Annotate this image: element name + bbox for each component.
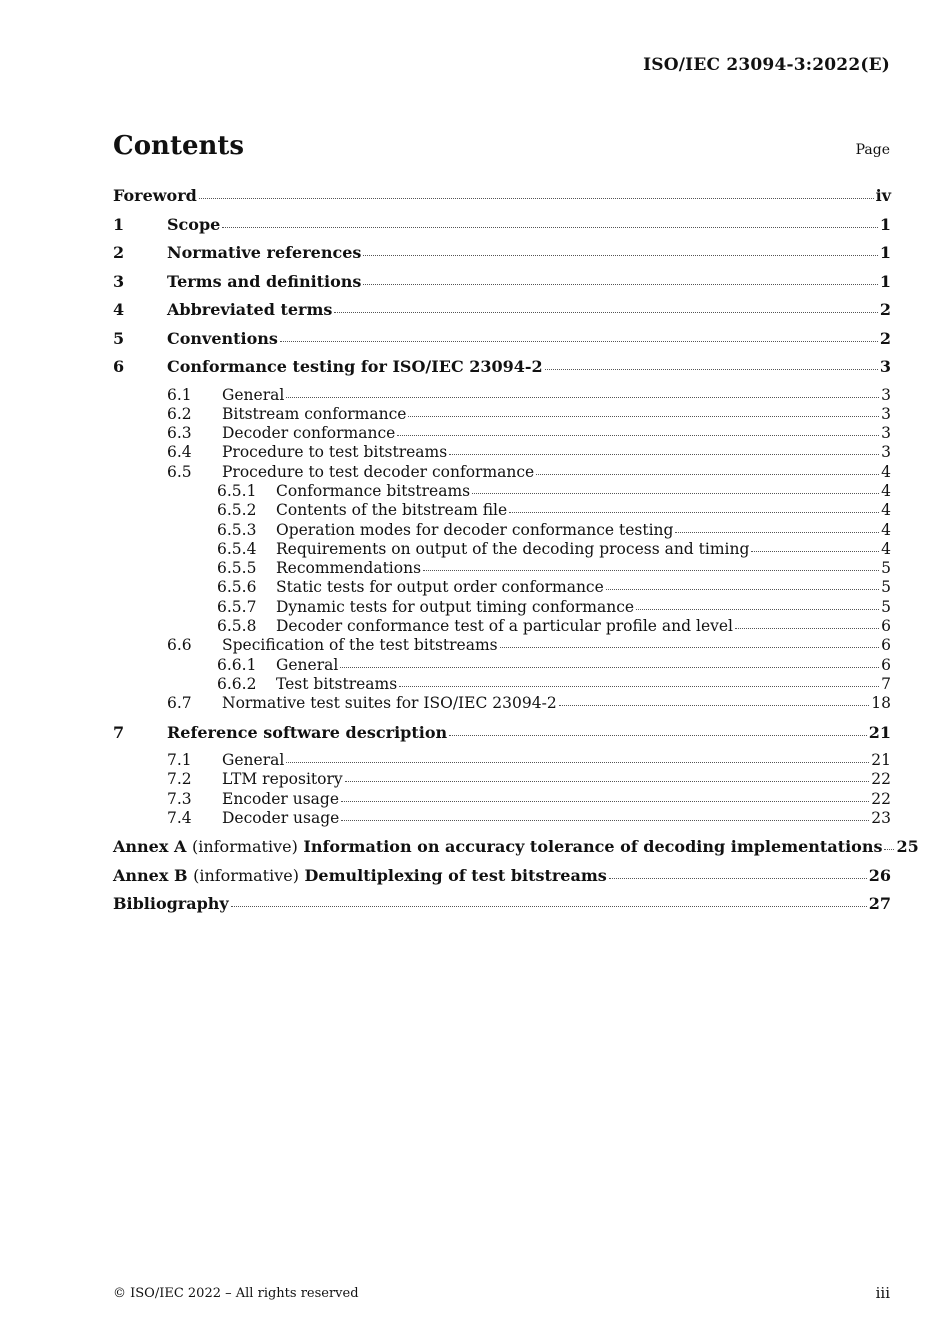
toc-entry-number: 6.5.6 bbox=[217, 578, 257, 597]
toc-entry-number: 6 bbox=[113, 357, 125, 376]
toc-entry[interactable] bbox=[113, 809, 891, 828]
toc-entry-number: 1 bbox=[113, 214, 125, 234]
copyright-notice: © ISO/IEC 2022 – All rights reserved bbox=[113, 1286, 359, 1301]
toc-entry-title: Scope bbox=[167, 214, 221, 234]
toc-entry-title: Static tests for output order conformance bbox=[276, 578, 604, 597]
toc-entry[interactable] bbox=[113, 243, 891, 272]
toc-entry-title: Procedure to test decoder conformance bbox=[222, 462, 535, 481]
toc-entry-title: Decoder conformance test of a particular profile and level bbox=[276, 617, 734, 636]
dot-leader bbox=[222, 227, 878, 228]
toc-entry-title: Encoder usage bbox=[222, 789, 340, 808]
toc-entry-title: Decoder conformance bbox=[222, 424, 396, 443]
toc-entry-number: 7.1 bbox=[167, 751, 192, 770]
toc-entry-number: 6.6 bbox=[167, 636, 192, 655]
toc-entry-page: 3 bbox=[881, 443, 891, 462]
toc-entry[interactable] bbox=[113, 329, 891, 358]
toc-entry[interactable] bbox=[113, 770, 891, 789]
toc-entry-title: Requirements on output of the decoding process and timing bbox=[276, 539, 750, 558]
dot-leader bbox=[545, 369, 878, 370]
toc-entry-page: 22 bbox=[871, 789, 891, 808]
page-number: iii bbox=[875, 1284, 890, 1302]
toc-entry-page: 2 bbox=[879, 328, 891, 348]
dot-leader bbox=[449, 454, 879, 455]
toc-entry-number: 5 bbox=[113, 328, 125, 348]
toc-entry[interactable] bbox=[113, 186, 891, 215]
dot-leader bbox=[408, 416, 879, 417]
toc-entry[interactable] bbox=[113, 837, 919, 866]
table-of-contents bbox=[113, 186, 919, 923]
toc-entry-page: 6 bbox=[881, 636, 891, 655]
toc-entry[interactable] bbox=[113, 386, 891, 405]
dot-leader bbox=[559, 705, 870, 706]
toc-entry-title: LTM repository bbox=[222, 770, 343, 789]
toc-entry-number: 4 bbox=[113, 300, 125, 319]
toc-entry-page: 6 bbox=[881, 655, 891, 674]
dot-leader bbox=[363, 284, 877, 285]
toc-entry[interactable] bbox=[113, 751, 891, 770]
toc-entry[interactable] bbox=[113, 540, 891, 559]
toc-entry-page: 1 bbox=[879, 214, 891, 234]
toc-entry[interactable] bbox=[113, 215, 891, 244]
toc-entry-number: 6.5 bbox=[167, 462, 192, 481]
dot-leader bbox=[423, 570, 879, 571]
toc-entry-page: 3 bbox=[879, 357, 891, 376]
toc-entry-page: 3 bbox=[881, 404, 891, 423]
toc-entry[interactable] bbox=[113, 482, 891, 501]
annex-title: Information on accuracy tolerance of decoding implementations bbox=[303, 837, 883, 857]
toc-entry-page: 3 bbox=[881, 385, 891, 404]
toc-entry[interactable] bbox=[113, 694, 891, 713]
page-column-label: Page bbox=[855, 142, 890, 158]
toc-entry[interactable] bbox=[113, 617, 891, 636]
annex-label: Annex B bbox=[113, 865, 188, 885]
dot-leader bbox=[286, 762, 869, 763]
toc-entry-page: 18 bbox=[871, 694, 891, 713]
toc-entry[interactable] bbox=[113, 405, 891, 424]
toc-entry[interactable] bbox=[113, 272, 891, 301]
dot-leader bbox=[472, 493, 879, 494]
document-id: ISO/IEC 23094-3:2022(E) bbox=[643, 55, 890, 75]
toc-entry[interactable] bbox=[113, 723, 891, 752]
toc-entry-title: Abbreviated terms bbox=[167, 300, 333, 319]
toc-entry-number: 6.6.1 bbox=[217, 655, 257, 674]
toc-entry-page: 4 bbox=[881, 501, 891, 520]
toc-entry[interactable] bbox=[113, 521, 891, 540]
toc-entry-title: Operation modes for decoder conformance testing bbox=[276, 520, 674, 539]
toc-entry-title: Conformance bitstreams bbox=[276, 481, 471, 500]
toc-entry-title: Decoder usage bbox=[222, 808, 340, 827]
toc-entry-number: 6.5.4 bbox=[217, 539, 257, 558]
toc-entry[interactable] bbox=[113, 636, 891, 655]
toc-entry-page: 1 bbox=[879, 243, 891, 262]
toc-entry-title: Specification of the test bitstreams bbox=[222, 636, 498, 655]
toc-entry-page: 7 bbox=[881, 674, 891, 693]
toc-entry-number: 6.5.8 bbox=[217, 617, 257, 636]
toc-entry-number: 6.5.5 bbox=[217, 559, 257, 578]
toc-entry-page: 4 bbox=[881, 520, 891, 539]
toc-entry-title: General bbox=[222, 751, 285, 770]
toc-entry-page: iv bbox=[875, 186, 891, 205]
toc-entry-number: 6.2 bbox=[167, 404, 192, 423]
toc-entry-title: General bbox=[276, 655, 339, 674]
dot-leader bbox=[199, 198, 874, 199]
toc-entry-page: 4 bbox=[881, 481, 891, 500]
toc-entry-number: 6.5.2 bbox=[217, 501, 257, 520]
toc-entry-title bbox=[113, 866, 607, 886]
dot-leader bbox=[751, 551, 879, 552]
toc-entry-title: Conventions bbox=[167, 328, 278, 348]
toc-entry-title: Procedure to test bitstreams bbox=[222, 443, 448, 462]
dot-leader bbox=[609, 878, 867, 879]
dot-leader bbox=[334, 312, 877, 313]
toc-entry-title bbox=[113, 837, 882, 857]
dot-leader bbox=[340, 667, 879, 668]
dot-leader bbox=[500, 647, 880, 648]
annex-type: (informative) bbox=[193, 865, 299, 885]
toc-entry-title: Recommendations bbox=[276, 559, 422, 578]
toc-entry[interactable] bbox=[113, 578, 891, 597]
toc-entry-number: 6.6.2 bbox=[217, 674, 257, 693]
toc-entry-number: 6.5.1 bbox=[217, 481, 257, 500]
dot-leader bbox=[397, 435, 879, 436]
toc-entry-title: Reference software description bbox=[167, 722, 448, 742]
toc-entry-page: 4 bbox=[881, 462, 891, 481]
toc-entry[interactable] bbox=[113, 894, 891, 923]
toc-entry[interactable] bbox=[113, 443, 891, 462]
toc-entry-page: 5 bbox=[881, 578, 891, 597]
dot-leader bbox=[231, 906, 867, 907]
toc-entry[interactable] bbox=[113, 357, 891, 386]
toc-entry-title: Conformance testing for ISO/IEC 23094-2 bbox=[167, 357, 543, 376]
dot-leader bbox=[399, 686, 879, 687]
toc-entry-page: 5 bbox=[881, 559, 891, 578]
dot-leader bbox=[363, 255, 877, 256]
contents-title: Contents bbox=[113, 131, 245, 161]
annex-type: (informative) bbox=[191, 837, 298, 857]
dot-leader bbox=[884, 849, 894, 850]
toc-entry-page: 21 bbox=[868, 722, 891, 742]
toc-entry[interactable] bbox=[113, 790, 891, 809]
dot-leader bbox=[675, 532, 879, 533]
toc-entry-number: 6.7 bbox=[167, 694, 192, 713]
toc-entry-number: 2 bbox=[113, 243, 125, 262]
dot-leader bbox=[606, 589, 879, 590]
toc-entry[interactable] bbox=[113, 866, 891, 895]
toc-entry[interactable] bbox=[113, 424, 891, 443]
toc-entry-number: 7.4 bbox=[167, 808, 192, 827]
toc-entry[interactable] bbox=[113, 501, 891, 520]
toc-entry-title: Normative references bbox=[167, 243, 362, 262]
toc-entry-title: General bbox=[222, 385, 285, 404]
toc-entry-title: Test bitstreams bbox=[276, 674, 398, 693]
toc-entry[interactable] bbox=[113, 656, 891, 675]
toc-entry-number: 6.4 bbox=[167, 443, 192, 462]
toc-entry-title: Bibliography bbox=[113, 894, 229, 914]
dot-leader bbox=[341, 820, 869, 821]
dot-leader bbox=[636, 609, 879, 610]
dot-leader bbox=[286, 397, 879, 398]
toc-entry-title: Contents of the bitstream file bbox=[276, 501, 508, 520]
toc-entry-page: 6 bbox=[881, 617, 891, 636]
toc-entry-page: 3 bbox=[881, 424, 891, 443]
toc-entry-number: 6.5.3 bbox=[217, 520, 257, 539]
toc-entry[interactable] bbox=[113, 300, 891, 329]
toc-entry[interactable] bbox=[113, 598, 891, 617]
toc-entry-number: 7.3 bbox=[167, 789, 192, 808]
toc-entry-page: 5 bbox=[881, 597, 891, 616]
toc-entry-page: 25 bbox=[896, 837, 919, 857]
toc-entry-title: Dynamic tests for output timing conformance bbox=[276, 597, 635, 616]
toc-entry-number: 7.2 bbox=[167, 770, 192, 789]
toc-entry-page: 23 bbox=[871, 808, 891, 827]
dot-leader bbox=[280, 341, 878, 342]
toc-entry-title: Bitstream conformance bbox=[222, 404, 407, 423]
toc-entry-number: 6.1 bbox=[167, 385, 192, 404]
toc-entry-page: 21 bbox=[871, 751, 891, 770]
toc-entry[interactable] bbox=[113, 675, 891, 694]
toc-entry-number: 6.5.7 bbox=[217, 597, 257, 616]
annex-label: Annex A bbox=[113, 837, 187, 857]
dot-leader bbox=[449, 735, 867, 736]
toc-entry-page: 26 bbox=[868, 865, 891, 885]
toc-entry[interactable] bbox=[113, 559, 891, 578]
annex-title: Demultiplexing of test bitstreams bbox=[304, 865, 607, 885]
dot-leader bbox=[536, 474, 879, 475]
toc-entry-title: Foreword bbox=[113, 186, 197, 205]
toc-entry-page: 2 bbox=[879, 300, 891, 319]
dot-leader bbox=[341, 801, 869, 802]
toc-entry-page: 4 bbox=[881, 539, 891, 558]
toc-entry[interactable] bbox=[113, 463, 891, 482]
dot-leader bbox=[345, 781, 870, 782]
toc-entry-number: 6.3 bbox=[167, 424, 192, 443]
dot-leader bbox=[735, 628, 879, 629]
toc-entry-number: 3 bbox=[113, 271, 125, 291]
toc-entry-page: 22 bbox=[871, 770, 891, 789]
toc-entry-title: Terms and definitions bbox=[167, 271, 362, 291]
toc-entry-number: 7 bbox=[113, 722, 125, 742]
toc-entry-page: 27 bbox=[868, 894, 891, 914]
toc-entry-page: 1 bbox=[879, 271, 891, 291]
toc-entry-title: Normative test suites for ISO/IEC 23094-2 bbox=[222, 694, 557, 713]
dot-leader bbox=[509, 512, 879, 513]
